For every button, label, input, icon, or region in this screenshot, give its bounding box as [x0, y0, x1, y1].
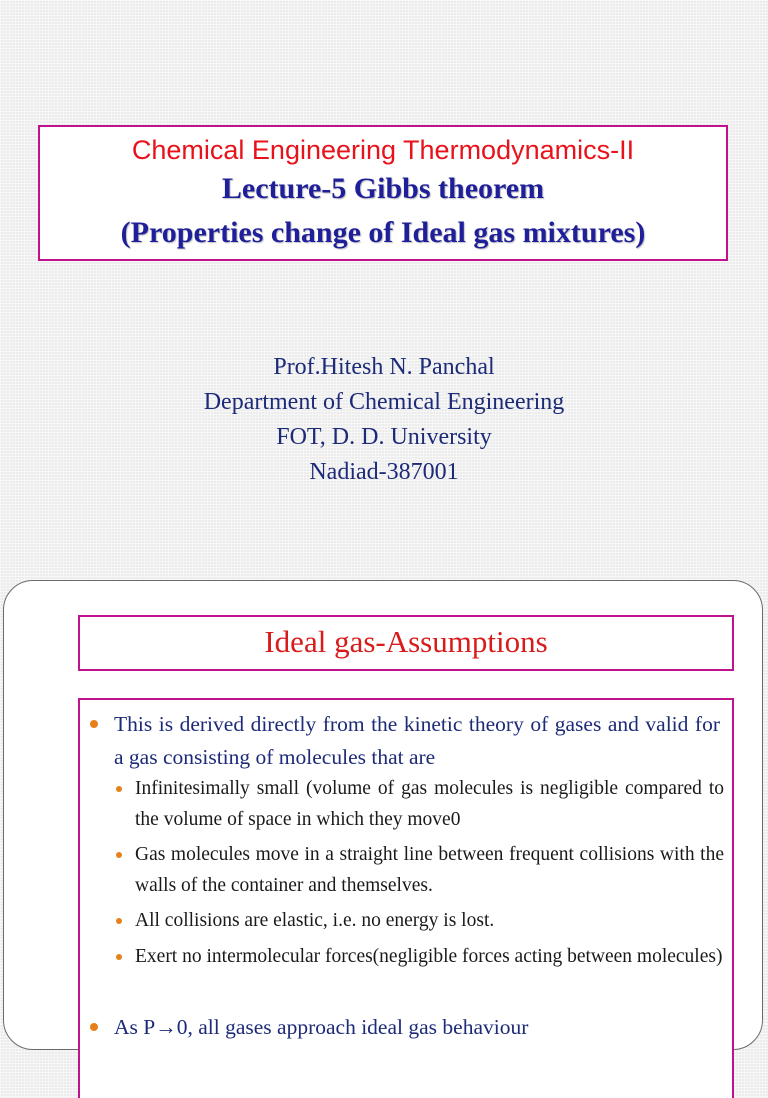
sub-bullet-text: Exert no intermolecular forces(negligible forces acting between molecules) [135, 945, 723, 967]
course-title: Chemical Engineering Thermodynamics-II [131, 135, 635, 165]
author-name: Prof.Hitesh N. Panchal [273, 354, 495, 380]
sub-bullet-text: All collisions are elastic, i.e. no energy is lost. [135, 910, 495, 931]
title-box [38, 125, 728, 261]
sub-bullet-text: Infinitesimally small (volume of gas molecules is negligible compared to the volume of space in which they move0 [135, 778, 724, 830]
slide-heading: Ideal gas-Assumptions [264, 624, 548, 659]
lecture-subtitle: (Properties change of Ideal gas mixtures) [120, 216, 646, 249]
main-bullet-text: This is derived directly from the kinetic theory of gases and valid for a gas consisting of molecules that are [114, 712, 720, 769]
author-block [0, 350, 768, 490]
bullet-dot-icon [90, 720, 98, 728]
location-text: Nadiad-387001 [309, 459, 459, 485]
last-bullet-text [90, 1011, 720, 1044]
sub-bullet-item [116, 906, 724, 937]
bullet-dot-icon [116, 918, 122, 924]
right-arrow-icon: → [155, 1015, 177, 1039]
bullet-dot-icon [90, 1023, 98, 1031]
last-bullet [90, 1011, 720, 1044]
sub-bullet-item [116, 774, 724, 835]
department-name: Department of Chemical Engineering [203, 389, 565, 415]
sub-bullet-item [116, 942, 724, 973]
last-bullet-suffix: 0, all gases approach ideal gas behaviour [176, 1015, 529, 1039]
lecture-title: Lecture-5 Gibbs theorem [221, 172, 545, 205]
last-bullet-prefix: As P [114, 1015, 156, 1039]
bullet-dot-icon [116, 954, 122, 960]
assumptions-slide [3, 580, 763, 1050]
faculty-name: FOT, D. D. University [276, 424, 492, 450]
heading-box [78, 615, 734, 671]
bullet-dot-icon [116, 786, 122, 792]
sub-bullet-item [116, 840, 724, 901]
sub-bullet-list [116, 774, 724, 977]
content-box [78, 698, 734, 1098]
bullet-dot-icon [116, 852, 122, 858]
sub-bullet-text: Gas molecules move in a straight line between frequent collisions with the walls of the container and themselves. [135, 844, 724, 896]
main-bullet [90, 708, 720, 774]
